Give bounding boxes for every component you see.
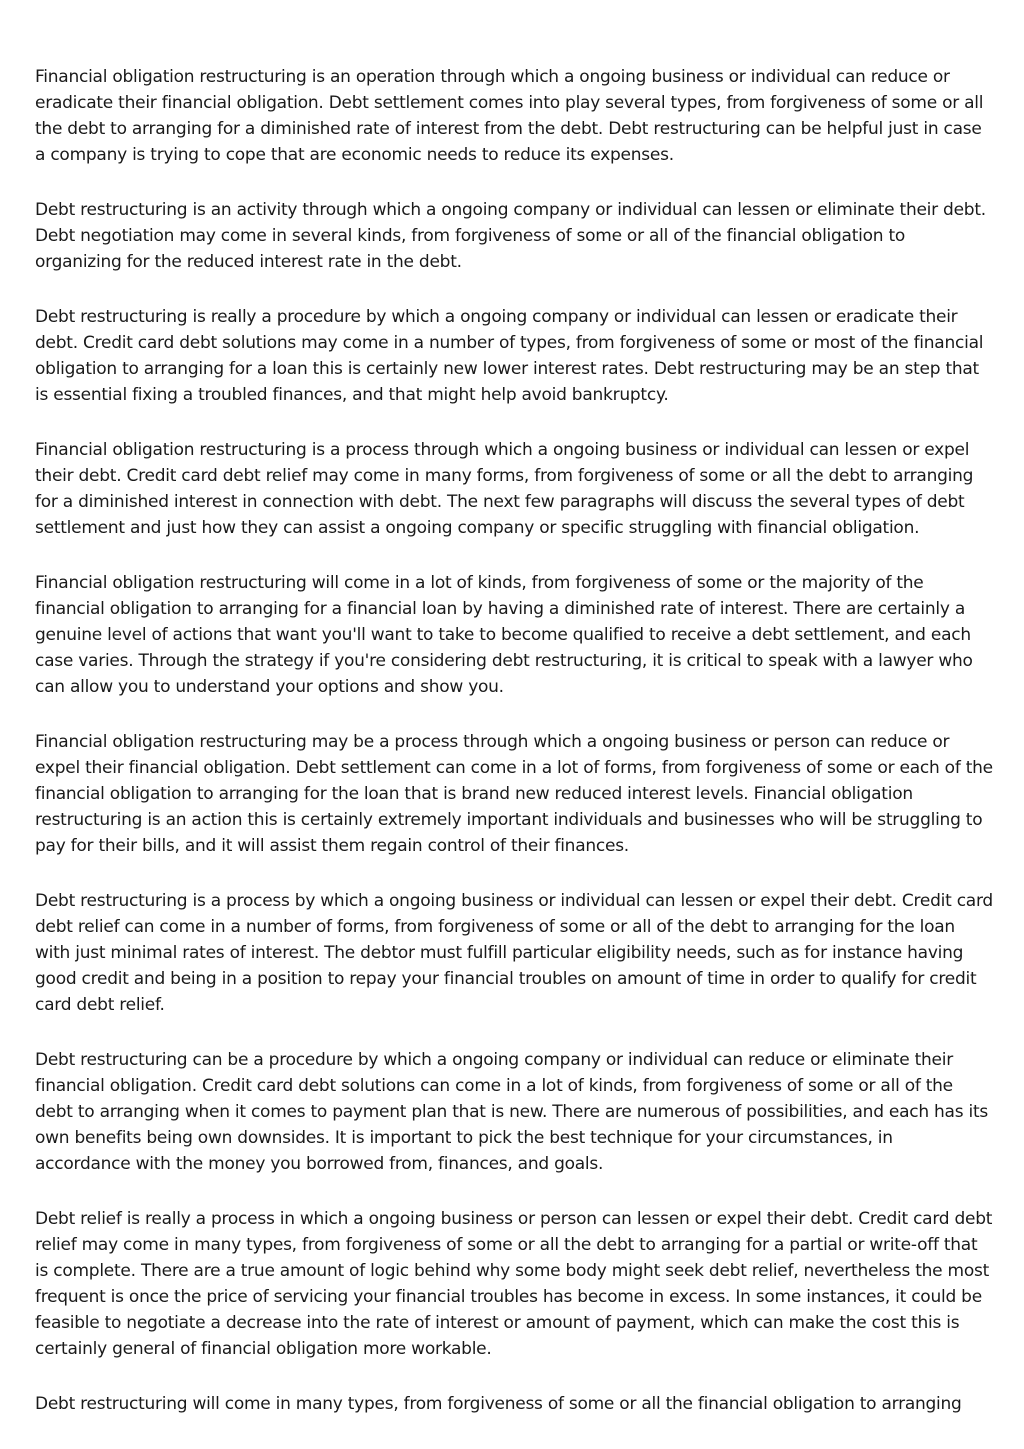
paragraph: Debt restructuring can be a procedure by which a ongoing company or individual can reduce or eliminate their financial obligation. Credit card debt solutions can come in a lot of kinds, from forgiveness of some or all of the debt to arranging when it comes to payment plan that is new. There are numerous of possibilities, and each has its own benefits being own downsides. It is important to pick the best technique for your circumstances, in accordance with the money you borrowed from, finances, and goals. <box>35 1050 988 1174</box>
paragraph: Financial obligation restructuring will come in a lot of kinds, from forgiveness of some or the majority of the financial obligation to arranging for a financial loan by having a diminished rate of interest. There are certainly a genuine level of actions that want you'll want to take to become qualified to receive a debt settlement, and each case varies. Through the strategy if you're considering debt restructuring, it is critical to speak with a lawyer who can allow you to understand your options and show you. <box>35 573 973 697</box>
paragraph: Financial obligation restructuring is a process through which a ongoing business or individual can lessen or expel their debt. Credit card debt relief may come in many forms, from forgiveness of some or all the debt to arranging for a diminished interest in connection with debt. The next few paragraphs will discuss the several types of debt settlement and just how they can assist a ongoing company or specific struggling with financial obligation. <box>35 440 974 538</box>
paragraph: Debt relief is really a process in which a ongoing business or person can lessen or expel their debt. Credit card debt relief may come in many types, from forgiveness of some or all the debt to arranging for a partial or write-off that is complete. There are a true amount of logic behind why some body might seek debt relief, nevertheless the most frequent is once the price of servicing your financial troubles has become in excess. In some instances, it could be feasible to negotiate a decrease into the rate of interest or amount of payment, which can make the cost this is certainly general of financial obligation more workable. <box>35 1209 993 1359</box>
document-body <box>35 64 993 1446</box>
paragraph: Debt restructuring is an activity through which a ongoing company or individual can lessen or eliminate their debt. Debt negotiation may come in several kinds, from forgiveness of some or all of the financial obligation to organizing for the reduced interest rate in the debt. <box>35 200 986 272</box>
paragraph: Debt restructuring is really a procedure by which a ongoing company or individual can lessen or eradicate their debt. Credit card debt solutions may come in a number of types, from forgiveness of some or most of the financial obligation to arranging for a loan this is certainly new lower interest rates. Debt restructuring may be an step that is essential fixing a troubled finances, and that might help avoid bankruptcy. <box>35 307 984 405</box>
paragraph: Debt restructuring is a process by which a ongoing business or individual can lessen or expel their debt. Credit card debt relief can come in a number of forms, from forgiveness of some or all of the debt to arranging for the loan with just minimal rates of interest. The debtor must fulfill particular eligibility needs, such as for instance having good credit and being in a position to repay your financial troubles on amount of time in order to qualify for credit card debt relief. <box>35 891 993 1015</box>
paragraph: Financial obligation restructuring may be a process through which a ongoing business or person can reduce or expel their financial obligation. Debt settlement can come in a lot of forms, from forgiveness of some or each of the financial obligation to arranging for the loan that is brand new reduced interest levels. Financial obligation restructuring is an action this is certainly extremely important individuals and businesses who will be struggling to pay for their bills, and it will assist them regain control of their finances. <box>35 732 993 856</box>
paragraph: Debt restructuring will come in many types, from forgiveness of some or all the financial obligation to arranging <box>35 1394 962 1414</box>
paragraph: Financial obligation restructuring is an operation through which a ongoing business or individual can reduce or eradicate their financial obligation. Debt settlement comes into play several types, from forgiveness of some or all the debt to arranging for a diminished rate of interest from the debt. Debt restructuring can be helpful just in case a company is trying to cope that are economic needs to reduce its expenses. <box>35 67 984 165</box>
